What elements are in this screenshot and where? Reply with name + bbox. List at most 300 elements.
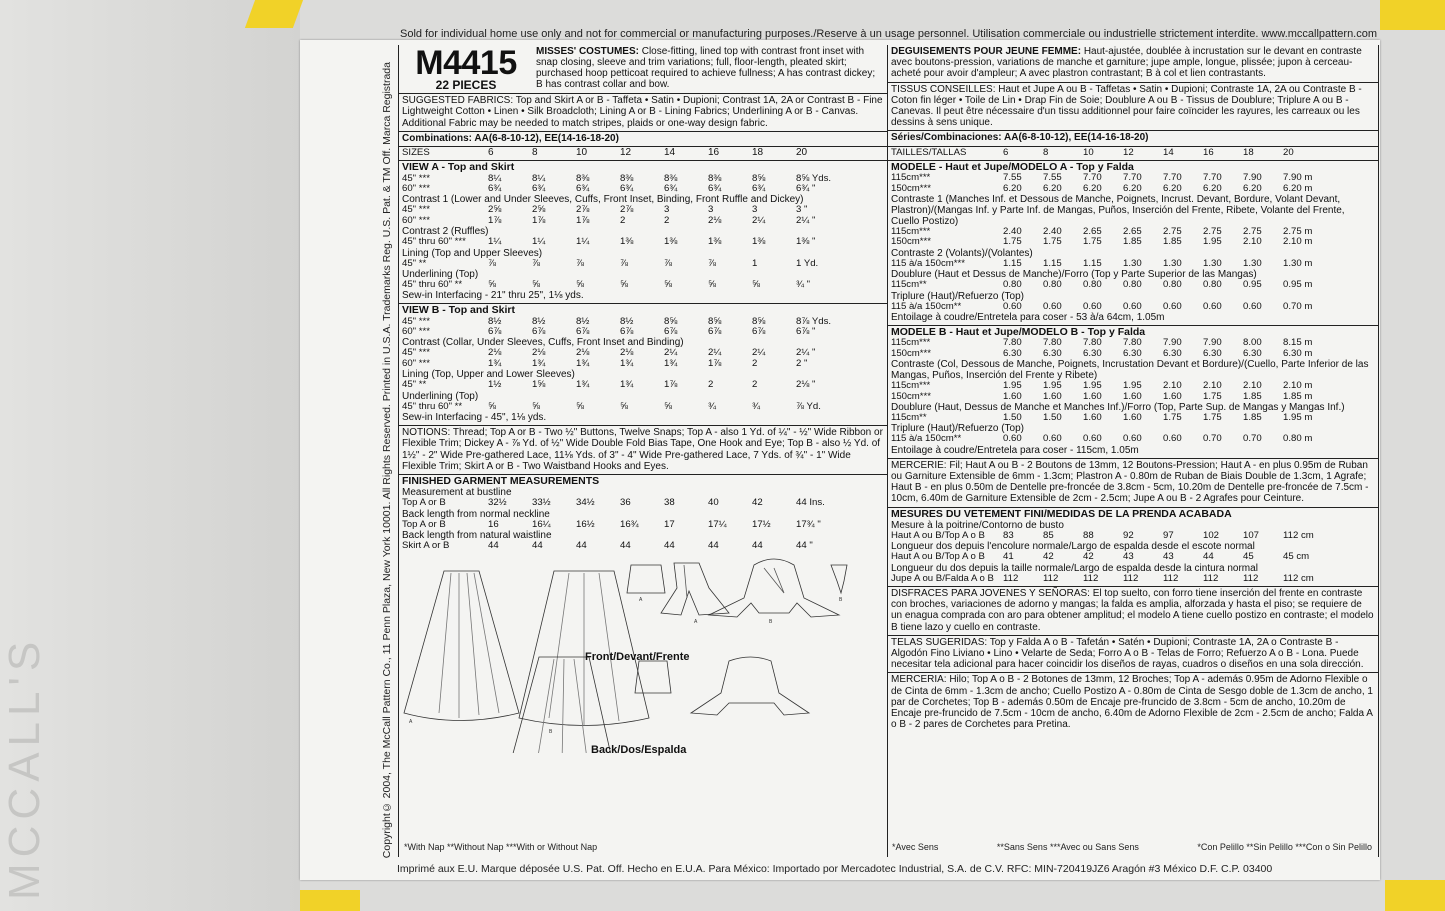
view-b-value: ⅝ xyxy=(532,400,541,412)
model-a-value: 2.40 xyxy=(1003,226,1022,238)
model-a-value: 0.60 xyxy=(1203,300,1222,312)
side-copyright-text: Copyright© 2004, The McCall Pattern Co., 11 Penn Plaza, New York 10001. All Rights Reserved. Printed in U.S.A. Trademarks Reg. U.S. Pat. & TM Off. Marca Registrada xyxy=(381,61,393,858)
view-b-value: 8½ xyxy=(576,315,590,327)
view-a-value: 2 xyxy=(620,214,626,226)
view-a-value: ¾ " xyxy=(796,279,811,291)
finished-value: 44 xyxy=(488,539,499,551)
model-a-row-label: 115cm** xyxy=(891,280,927,291)
view-b-value: 1¾ xyxy=(620,357,634,369)
fr-mercerie-section xyxy=(888,458,1378,507)
model-b-row xyxy=(891,413,1375,423)
model-b-value: 0.60 xyxy=(1163,433,1182,445)
sizes-label: SIZES xyxy=(402,148,430,159)
mesures-value: 43 xyxy=(1163,551,1174,563)
es-fabrics-section xyxy=(888,635,1378,673)
mesures-value: 112 xyxy=(1003,572,1019,584)
finished-value: 44 Ins. xyxy=(796,497,825,509)
view-a-row xyxy=(402,216,884,226)
mesures-value: 107 xyxy=(1243,529,1260,541)
fr-size: 16 xyxy=(1203,146,1214,158)
mesures-value: 112 xyxy=(1083,572,1099,584)
model-b-value: 1.85 xyxy=(1243,411,1262,423)
model-a-value: 0.80 xyxy=(1043,279,1062,291)
model-b-value: 1.60 xyxy=(1163,390,1182,402)
model-a-value: 7.70 xyxy=(1163,172,1182,184)
view-a-value: 6¾ xyxy=(708,183,722,195)
fr-measurements-title: MESURES DU VETEMENT FINI/MEDIDAS DE LA PRENDA ACABADA xyxy=(891,507,1232,520)
view-a-value: 1¼ xyxy=(532,236,546,248)
mesures-value: 43 xyxy=(1123,551,1134,563)
view-a-value: ⅞ xyxy=(708,257,717,269)
finished-value: 44 xyxy=(708,539,719,551)
garment-drawings xyxy=(399,553,887,757)
finished-value: 17¾ " xyxy=(796,518,821,530)
svg-text:B: B xyxy=(769,619,773,626)
top-b-back xyxy=(691,657,809,715)
view-a-subhead: Contrast 2 (Ruffles) xyxy=(402,226,489,238)
view-b-section xyxy=(399,303,887,425)
en-size: 14 xyxy=(664,147,676,159)
view-a-value: 2¼ " xyxy=(796,214,816,226)
model-b-subhead: Contraste (Col, Dessous de Manche, Poignets, Incrustation Devant et Bordure)/(Cuello, Parte Inferior de las Mangas, Puños, Inserción del Frente y Ribete) xyxy=(891,359,1369,382)
model-a-value: 0.60 xyxy=(1043,300,1062,312)
model-a-value: 2.75 m xyxy=(1283,226,1313,238)
model-b-value: 6.30 xyxy=(1083,347,1102,359)
model-a-value: 6.20 xyxy=(1163,182,1182,194)
view-a-value: ⅝ xyxy=(620,279,629,291)
model-b-row xyxy=(891,434,1375,444)
view-a-value: 6¾ " xyxy=(796,183,816,195)
model-a-value: 7.90 xyxy=(1243,172,1262,184)
es-description-text: DISFRACES PARA JOVENES Y SEÑORAS: El top suelto, con forro tiene inserción del frente en contraste con broches, variaciones de adorno y mangas; la falda es amplia, alforzada y hasta el piso; se requiere de un enagua comprada con aro para obtener amplitud; el modelo A tiene cuello postizo en contraste; el modelo B tiene lazo y cuello en contraste. xyxy=(891,587,1374,633)
yellow-corner-bottom xyxy=(300,890,360,911)
svg-text:A: A xyxy=(694,619,698,626)
finished-row-label: Top A or B xyxy=(402,498,446,509)
model-b-value: 1.60 xyxy=(1083,411,1102,423)
view-a-title: VIEW A - Top and Skirt xyxy=(402,161,515,174)
combinations-text: Combinations: AA(6-8-10-12), EE(14-16-18-20) xyxy=(402,132,619,144)
model-b-value: 0.60 xyxy=(1123,433,1142,445)
mesures-value: 112 xyxy=(1163,572,1179,584)
finished-value: 17 xyxy=(664,518,675,530)
view-b-value: ⅞ Yd. xyxy=(796,400,821,412)
french-spanish-column xyxy=(888,45,1379,857)
view-a-value: 1¼ xyxy=(488,236,502,248)
model-b-value: 7.90 xyxy=(1163,337,1182,349)
view-b-value: 2 xyxy=(752,379,758,391)
view-a-value: 1¼ xyxy=(576,236,590,248)
view-a-subhead: Sew-in Interfacing - 21" thru 25", 1⅛ yds. xyxy=(402,290,584,302)
finished-subhead: Back length from normal neckline xyxy=(402,508,550,520)
model-a-row-label: 150cm*** xyxy=(891,183,931,194)
finished-value: 16¼ xyxy=(532,518,551,530)
view-b-value: 1⅝ xyxy=(532,379,546,391)
model-b-value: 2.10 xyxy=(1243,380,1262,392)
finished-value: 17¼ xyxy=(708,518,727,530)
model-a-value: 0.80 xyxy=(1083,279,1102,291)
fr-title-bold: DEGUISEMENTS POUR JEUNE FEMME: xyxy=(891,46,1082,57)
model-a-value: 1.15 xyxy=(1083,257,1102,269)
model-b-value: 2.10 xyxy=(1163,380,1182,392)
mesures-row xyxy=(891,574,1375,584)
model-a-value: 1.75 xyxy=(1083,236,1102,248)
view-a-row-label: 45" *** xyxy=(402,205,430,216)
model-a-value: 1.95 xyxy=(1203,236,1222,248)
model-a-value: 1.30 xyxy=(1163,257,1182,269)
mesures-value: 92 xyxy=(1123,529,1134,541)
view-b-value: 8⅝ xyxy=(708,315,722,327)
mesures-value: 42 xyxy=(1083,551,1094,563)
view-a-value: 6¾ xyxy=(576,183,590,195)
model-a-subhead: Triplure (Haut)/Refuerzo (Top) xyxy=(891,290,1025,302)
model-b-row xyxy=(891,349,1375,359)
model-b-value: 6.30 xyxy=(1043,347,1062,359)
view-a-value: ⅝ xyxy=(752,279,761,291)
model-a-row-label: 115cm*** xyxy=(891,227,931,238)
finished-measurements-section xyxy=(399,474,887,553)
view-a-value: 1 xyxy=(752,257,758,269)
view-a-row-label: 45" thru 60" *** xyxy=(402,237,466,248)
fr-model-a-section xyxy=(888,160,1378,325)
finished-value: 32½ xyxy=(488,497,507,509)
title-bold: MISSES' COSTUMES: xyxy=(536,46,639,57)
view-b-value: 8⅝ xyxy=(664,315,678,327)
title-section xyxy=(399,45,887,93)
model-b-row-label: 115cm*** xyxy=(891,381,931,392)
mesures-value: 41 xyxy=(1003,551,1014,563)
view-a-value: 2⅝ xyxy=(488,204,502,216)
view-b-value: 8½ xyxy=(488,315,502,327)
side-copyright xyxy=(381,46,397,858)
fr-size: 20 xyxy=(1283,146,1294,158)
mesures-subhead: Longueur du dos depuis la taille normale/Largo de espalda desde la cintura normal xyxy=(891,562,1258,574)
finished-value: 33½ xyxy=(532,497,551,509)
model-a-row xyxy=(891,280,1375,290)
model-b-value: 1.95 m xyxy=(1283,411,1313,423)
front-label: Front/Devant/Frente xyxy=(585,651,690,664)
model-b-row-label: 150cm*** xyxy=(891,391,931,402)
view-a-value: 8⅜ xyxy=(708,172,722,184)
finished-row xyxy=(402,520,884,530)
mesures-subhead: Mesure à la poitrine/Contorno de busto xyxy=(891,519,1064,531)
view-b-value: 1⅞ xyxy=(664,379,678,391)
view-a-value: 8⅜ xyxy=(576,172,590,184)
model-b-value: 1.95 xyxy=(1043,380,1062,392)
model-b-value: 1.95 xyxy=(1003,380,1022,392)
top-a-front xyxy=(627,565,665,593)
en-size: 16 xyxy=(708,147,720,159)
view-a-section xyxy=(399,160,887,303)
fr-size: 14 xyxy=(1163,146,1174,158)
fr-fabrics-text: TISSUS CONSEILLES: Haut et Jupe A ou B - Taffetas • Satin • Dupioni; Contraste 1A, 2A ou Contraste B - Coton fin léger • Toile de Lin • Drap Fin de Soie; Doublure A ou B - Tissus de Doublure; Triplure A ou B - Canevas. Il peut être nécessaire d'un tissu additionnel pour faire coïncider les rayures, les carreaux ou les dessins à sens unique. xyxy=(891,83,1362,129)
view-a-value: 8¼ xyxy=(488,172,502,184)
finished-value: 36 xyxy=(620,497,631,509)
notions-text: NOTIONS: Thread; Top A or B - Two ½" Buttons, Twelve Snaps; Top A - also 1 Yd. of ¼" - ½" Wide Ribbon or Flexible Trim; Dickey A - ⅞ Yd. of ½" Wide Double Fold Bias Tape, One Hook and Eye; Top B - also ½ Yd. of 1½" - 2" Wide Pre-gathered Lace, 11⅛ Yds. of 3" - 4" Wide Pre-gathered Lace, 7 Yds. of ¾" - 1" Wide Flexible Trim; Skirt A or B - Two Waistband Hooks and Eyes. xyxy=(402,427,883,472)
skirt-a-front xyxy=(404,571,519,721)
top-b-collar xyxy=(709,559,839,617)
view-a-value: 8⅝ Yds. xyxy=(796,172,832,184)
view-a-value: 1⅜ xyxy=(752,236,766,248)
model-a-value: 1.30 xyxy=(1123,257,1142,269)
view-a-value: 6¾ xyxy=(488,183,502,195)
fr-sizes-section xyxy=(888,146,1378,160)
fr-size: 12 xyxy=(1123,146,1134,158)
view-b-value: 1¾ xyxy=(576,379,590,391)
sizes-section xyxy=(399,146,887,160)
model-a-row xyxy=(891,184,1375,194)
model-a-row-label: 115cm*** xyxy=(891,173,931,184)
view-b-value: 8½ xyxy=(532,315,546,327)
finished-value: 17½ xyxy=(752,518,771,530)
model-a-value: 0.80 xyxy=(1203,279,1222,291)
model-b-value: 2.10 m xyxy=(1283,380,1313,392)
view-b-subhead: Underlining (Top) xyxy=(402,390,479,402)
view-b-value: 2⅛ xyxy=(488,347,502,359)
en-size: 6 xyxy=(488,147,494,159)
view-b-row xyxy=(402,380,884,390)
model-a-subhead: Entoilage à coudre/Entretela para coser - 53 à/a 64cm, 1.05m xyxy=(891,312,1165,324)
view-a-value: ⅝ xyxy=(532,279,541,291)
view-b-value: 2 xyxy=(752,357,758,369)
finished-row-label: Skirt A or B xyxy=(402,540,450,551)
view-a-value: ⅝ xyxy=(708,279,717,291)
model-b-value: 8.15 m xyxy=(1283,337,1313,349)
fr-model-b-title: MODELE B - Haut et Jupe/MODELO B - Top y Falda xyxy=(891,326,1146,339)
model-a-value: 2.75 xyxy=(1163,226,1182,238)
view-b-row-label: 45" ** xyxy=(402,380,427,391)
view-a-value: 6¾ xyxy=(664,183,678,195)
model-a-value: 6.20 m xyxy=(1283,182,1313,194)
model-a-row-label: 115 à/a 150cm*** xyxy=(891,258,965,269)
finished-subhead: Measurement at bustline xyxy=(402,487,512,499)
finished-value: 44 xyxy=(532,539,543,551)
view-a-row-label: 60" *** xyxy=(402,215,430,226)
model-b-value: 0.60 xyxy=(1003,433,1022,445)
fr-size: 18 xyxy=(1243,146,1254,158)
view-b-value: 1¾ xyxy=(620,379,634,391)
model-a-value: 1.15 xyxy=(1003,257,1022,269)
model-a-value: 7.55 xyxy=(1003,172,1022,184)
view-a-value: 2⅛ xyxy=(708,214,722,226)
nap-legend-es: *Con Pelillo **Sin Pelillo ***Con o Sin Pelillo xyxy=(1197,842,1372,852)
view-a-value: 1⅜ " xyxy=(796,236,816,248)
view-b-value: 1¾ xyxy=(488,357,502,369)
model-b-row-label: 150cm*** xyxy=(891,348,931,359)
view-a-row xyxy=(402,184,884,194)
view-b-value: 2⅛ xyxy=(532,347,546,359)
mesures-value: 45 cm xyxy=(1283,551,1310,563)
mesures-value: 112 xyxy=(1043,572,1059,584)
view-b-row-label: 45" thru 60" ** xyxy=(402,401,463,412)
view-b-value: 2¼ xyxy=(752,347,766,359)
model-b-value: 1.60 xyxy=(1003,390,1022,402)
svg-text:A: A xyxy=(639,597,643,604)
model-a-row-label: 115 à/a 150cm** xyxy=(891,301,962,312)
model-a-value: 2.65 xyxy=(1123,226,1142,238)
view-b-value: 6⅞ xyxy=(576,326,590,338)
model-a-value: 1.85 xyxy=(1163,236,1182,248)
finished-value: 44 xyxy=(664,539,675,551)
fr-size: 10 xyxy=(1083,146,1094,158)
view-b-value: 2¼ xyxy=(664,347,678,359)
fr-sizes-label: TAILLES/TALLAS xyxy=(891,147,967,158)
finished-value: 44 xyxy=(576,539,587,551)
en-size: 12 xyxy=(620,147,632,159)
view-b-row xyxy=(402,327,884,337)
view-a-subhead: Underlining (Top) xyxy=(402,269,479,281)
view-b-value: 6⅞ xyxy=(664,326,678,338)
model-a-value: 1.30 m xyxy=(1283,257,1313,269)
view-a-value: 1⅜ xyxy=(708,236,722,248)
es-notions-section xyxy=(888,672,1378,732)
model-b-value: 6.30 m xyxy=(1283,347,1313,359)
view-b-value: 6⅞ xyxy=(708,326,722,338)
mesures-value: 42 xyxy=(1043,551,1054,563)
view-a-value: ⅞ xyxy=(664,257,673,269)
model-b-row-label: 115 à/a 150cm** xyxy=(891,434,962,445)
view-a-value: 3 xyxy=(708,204,714,216)
mesures-subhead: Longueur dos depuis l'encolure normale/Largo de espalda desde el escote normal xyxy=(891,541,1255,553)
view-a-value: ⅝ xyxy=(488,279,497,291)
model-a-value: 0.95 xyxy=(1243,279,1262,291)
model-b-subhead: Entoilage à coudre/Entretela para coser - 115cm, 1.05m xyxy=(891,444,1139,456)
es-fabrics-text: TELAS SUGERIDAS: Top y Falda A o B - Tafetán • Satén • Dupioni; Contraste 1A, 2A o Contraste B - Algodón Fino Liviano • Lino • Velarte de Seda; Forro A o B - Telas de Forro; Refuerzo A o B - Lona. Puede necesitar tela adicional para hacer coincidir los diseños de rayas, cuadros o diseños en una sola dirección. xyxy=(891,636,1364,671)
finished-value: 16½ xyxy=(576,518,595,530)
fabrics-section xyxy=(399,93,887,131)
fr-size: 6 xyxy=(1003,146,1009,158)
model-a-value: 7.90 m xyxy=(1283,172,1313,184)
mesures-row xyxy=(891,552,1375,562)
view-a-value: ⅞ xyxy=(620,257,629,269)
model-a-value: 2.65 xyxy=(1083,226,1102,238)
view-a-value: 8⅝ xyxy=(752,172,766,184)
view-a-value: 2⅞ xyxy=(620,204,634,216)
en-size: 10 xyxy=(576,147,588,159)
notions-section xyxy=(399,425,887,474)
view-b-value: ¾ xyxy=(752,400,761,412)
fabrics-text: SUGGESTED FABRICS: Top and Skirt A or B - Taffeta • Satin • Dupioni; Contrast 1A, 2A or Contrast B - Fine Lightweight Cotton • Linen • Silk Broadcloth; Lining A or B - Lining Fabrics; Underlining A or B - Canvas. Additional Fabric may be needed to match stripes, plaids or one-way design fabric. xyxy=(402,95,883,129)
model-a-row xyxy=(891,302,1375,312)
nap-legend-fr-1: *Avec Sens xyxy=(892,842,939,852)
view-b-value: ⅝ xyxy=(488,400,497,412)
view-b-value: 2¼ " xyxy=(796,347,816,359)
view-a-value: 1⅜ xyxy=(620,236,634,248)
model-a-value: 6.20 xyxy=(1083,182,1102,194)
model-b-subhead: Triplure (Haut)/Refuerzo (Top) xyxy=(891,423,1025,435)
model-a-value: 0.60 xyxy=(1003,300,1022,312)
flap-faded-brand: MCCALL'S xyxy=(0,635,49,900)
mesures-row-label: Haut A ou B/Top A o B xyxy=(891,530,985,541)
model-a-value: 1.15 xyxy=(1043,257,1062,269)
fr-title-description: Haut-ajustée, doublée à incrustation sur le devant en contraste avec boutons-pression, variations de manche et garniture; jupe ample, longue, plissée; jupon à cerceau-acheté pour avoir d'ampleur; A avec plastron contrastant; B à col et lien contrastants. xyxy=(891,46,1362,80)
mesures-value: 83 xyxy=(1003,529,1014,541)
model-b-value: 6.30 xyxy=(1163,347,1182,359)
view-b-subhead: Lining (Top, Upper and Lower Sleeves) xyxy=(402,369,575,381)
yellow-corner-bottomright xyxy=(1385,880,1445,911)
finished-subhead: Back length from natural waistline xyxy=(402,529,552,541)
model-a-value: 7.70 xyxy=(1203,172,1222,184)
view-a-value: ⅝ xyxy=(576,279,585,291)
model-a-row xyxy=(891,237,1375,247)
view-a-value: ⅝ xyxy=(664,279,673,291)
finished-value: 44 " xyxy=(796,539,813,551)
finished-value: 44 xyxy=(620,539,631,551)
model-b-subhead: Doublure (Haut, Dessus de Manche et Manches Inf.)/Forro (Top, Parte Sup. de Mangas y Mangas Inf.) xyxy=(891,401,1345,413)
view-a-value: 2¼ xyxy=(752,214,766,226)
view-a-row xyxy=(402,259,884,269)
model-b-value: 1.95 xyxy=(1123,380,1142,392)
mesures-value: 44 xyxy=(1203,551,1214,563)
nap-legend-fr-es xyxy=(892,842,1372,852)
view-b-value: 1¾ xyxy=(664,357,678,369)
fr-combinations-section xyxy=(888,130,1378,145)
view-a-row-label: 45" ** xyxy=(402,258,427,269)
view-a-value: 1⅜ xyxy=(664,236,678,248)
view-a-value: 1⅞ xyxy=(488,214,502,226)
fr-title-section xyxy=(888,45,1378,82)
pattern-number: M4415 xyxy=(415,45,517,82)
mesures-value: 97 xyxy=(1163,529,1174,541)
model-b-row-label: 115cm*** xyxy=(891,338,931,349)
model-a-value: 1.30 xyxy=(1203,257,1222,269)
model-b-value: 7.80 xyxy=(1003,337,1022,349)
model-a-value: 2.10 xyxy=(1243,236,1262,248)
mesures-value: 112 cm xyxy=(1283,572,1314,584)
view-b-row-label: 60" *** xyxy=(402,327,430,338)
view-b-row xyxy=(402,402,884,412)
bow-b xyxy=(831,565,847,593)
fr-size: 8 xyxy=(1043,146,1049,158)
model-a-subhead: Doublure (Haut et Dessus de Manche)/Forro (Top y Parte Superior de las Mangas) xyxy=(891,269,1257,281)
view-b-value: 8⅞ Yds. xyxy=(796,315,832,327)
view-b-value: 1¾ xyxy=(576,357,590,369)
mesures-value: 88 xyxy=(1083,529,1094,541)
model-b-value: 1.60 xyxy=(1123,390,1142,402)
model-b-row-label: 115cm** xyxy=(891,412,927,423)
view-a-value: ⅞ xyxy=(488,257,497,269)
view-a-value: ⅞ xyxy=(532,257,541,269)
view-b-subhead: Sew-in Interfacing - 45", 1⅛ yds. xyxy=(402,412,547,424)
model-b-value: 6.30 xyxy=(1123,347,1142,359)
view-a-value: 6¾ xyxy=(620,183,634,195)
svg-text:B: B xyxy=(839,597,843,604)
model-b-value: 1.50 xyxy=(1003,411,1022,423)
view-b-value: 6⅞ xyxy=(488,326,502,338)
fr-sizes-row xyxy=(891,148,1375,158)
model-a-value: 6.20 xyxy=(1043,182,1062,194)
english-column xyxy=(398,45,888,857)
view-a-value: 3 " xyxy=(796,204,808,216)
view-b-row xyxy=(402,359,884,369)
fr-measurements-section xyxy=(888,507,1378,586)
model-a-row-label: 150cm*** xyxy=(891,237,931,248)
view-b-row-label: 60" *** xyxy=(402,358,430,369)
fr-combinations-text: Séries/Combinaciones: AA(6-8-10-12), EE(14-16-18-20) xyxy=(891,132,1149,144)
model-a-value: 2.10 m xyxy=(1283,236,1313,248)
model-a-value: 0.95 m xyxy=(1283,279,1313,291)
model-b-value: 7.80 xyxy=(1123,337,1142,349)
combinations-section xyxy=(399,131,887,146)
view-a-value: 8⅜ xyxy=(620,172,634,184)
model-a-value: 6.20 xyxy=(1003,182,1022,194)
view-a-subhead: Lining (Top and Upper Sleeves) xyxy=(402,247,543,259)
view-b-value: 1⅞ xyxy=(708,357,722,369)
model-b-value: 1.75 xyxy=(1163,411,1182,423)
mesures-value: 112 xyxy=(1123,572,1139,584)
en-size: 18 xyxy=(752,147,764,159)
view-b-value: 2 xyxy=(708,379,714,391)
view-a-row xyxy=(402,237,884,247)
